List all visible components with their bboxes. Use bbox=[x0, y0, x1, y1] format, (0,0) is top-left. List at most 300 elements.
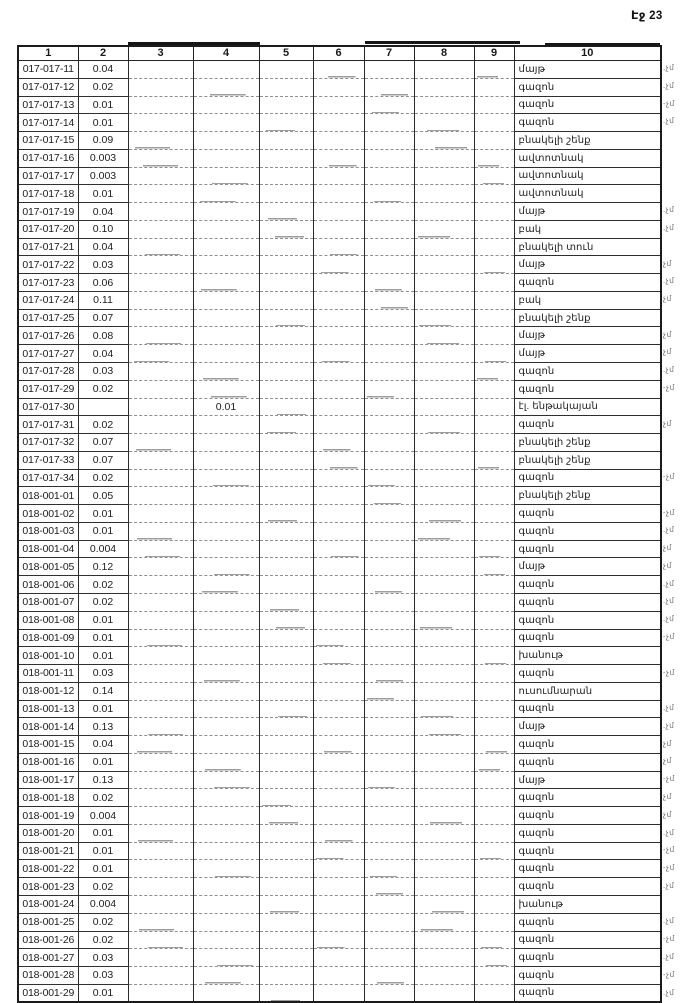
cell-col9 bbox=[474, 149, 514, 167]
cell-land-use-label: մայթ bbox=[514, 61, 661, 79]
cell-land-use-label: գազոն bbox=[514, 505, 661, 523]
cell-col5 bbox=[259, 505, 313, 523]
cell-col3 bbox=[128, 220, 193, 238]
table-row bbox=[18, 185, 661, 203]
cell-col4 bbox=[193, 149, 259, 167]
cell-col6 bbox=[313, 931, 364, 949]
column-header: 3 bbox=[128, 46, 193, 61]
cell-col8 bbox=[414, 132, 474, 150]
cell-col6 bbox=[313, 558, 364, 576]
cell-parcel-code: 018-001-08 bbox=[18, 611, 78, 629]
table-row bbox=[18, 380, 661, 398]
cell-area-value: 0.04 bbox=[78, 61, 128, 79]
cell-col9 bbox=[474, 665, 514, 683]
cell-col9 bbox=[474, 895, 514, 913]
cell-col5 bbox=[259, 576, 313, 594]
cell-col9 bbox=[474, 380, 514, 398]
cell-land-use-label: գազոն bbox=[514, 807, 661, 825]
cell-col7 bbox=[364, 238, 414, 256]
cell-land-use-label: գազոն bbox=[514, 469, 661, 487]
cell-col4 bbox=[193, 967, 259, 985]
table-row bbox=[18, 860, 661, 878]
cell-parcel-code: 018-001-01 bbox=[18, 487, 78, 505]
table-row bbox=[18, 931, 661, 949]
cell-col9 bbox=[474, 309, 514, 327]
cell-col5 bbox=[259, 434, 313, 452]
cell-area-value: 0.004 bbox=[78, 807, 128, 825]
cell-col3 bbox=[128, 736, 193, 754]
cell-col7 bbox=[364, 380, 414, 398]
land-use-table bbox=[17, 45, 662, 1003]
cell-col3 bbox=[128, 185, 193, 203]
table-row bbox=[18, 949, 661, 967]
margin-mark: չմ bbox=[663, 329, 672, 340]
table-row bbox=[18, 220, 661, 238]
margin-mark: .չմ bbox=[663, 951, 675, 962]
margin-mark: -չմ bbox=[663, 471, 675, 482]
margin-mark: .չմ bbox=[663, 524, 675, 535]
margin-mark: .չմ bbox=[663, 987, 675, 997]
column-header: 1 bbox=[18, 46, 78, 61]
cell-land-use-label: գազոն bbox=[514, 78, 661, 96]
cell-col5 bbox=[259, 451, 313, 469]
cell-col9 bbox=[474, 398, 514, 416]
cell-col6 bbox=[313, 967, 364, 985]
cell-col6 bbox=[313, 434, 364, 452]
cell-land-use-label: մայթ bbox=[514, 771, 661, 789]
cell-land-use-label: մայթ bbox=[514, 256, 661, 274]
cell-col3 bbox=[128, 238, 193, 256]
cell-parcel-code: 018-001-24 bbox=[18, 895, 78, 913]
cell-col3 bbox=[128, 380, 193, 398]
cell-col5 bbox=[259, 736, 313, 754]
cell-col6 bbox=[313, 274, 364, 292]
cell-col4 bbox=[193, 309, 259, 327]
cell-col8 bbox=[414, 913, 474, 931]
cell-col8 bbox=[414, 931, 474, 949]
cell-parcel-code: 017-017-29 bbox=[18, 380, 78, 398]
cell-col8 bbox=[414, 451, 474, 469]
cell-col4: 0.01 bbox=[193, 398, 259, 416]
cell-col6 bbox=[313, 753, 364, 771]
cell-col4 bbox=[193, 469, 259, 487]
table-row bbox=[18, 434, 661, 452]
table-body bbox=[18, 61, 661, 1003]
table-row bbox=[18, 451, 661, 469]
cell-parcel-code: 018-001-28 bbox=[18, 967, 78, 985]
cell-col5 bbox=[259, 149, 313, 167]
cell-col4 bbox=[193, 96, 259, 114]
cell-area-value: 0.02 bbox=[78, 913, 128, 931]
margin-mark: .չմ bbox=[663, 702, 675, 713]
cell-col8 bbox=[414, 878, 474, 896]
cell-land-use-label: բնակելի շենք bbox=[514, 434, 661, 452]
cell-col5 bbox=[259, 327, 313, 345]
cell-area-value: 0.02 bbox=[78, 416, 128, 434]
cell-area-value: 0.13 bbox=[78, 771, 128, 789]
cell-land-use-label: գազոն bbox=[514, 842, 661, 860]
cell-col5 bbox=[259, 416, 313, 434]
cell-col6 bbox=[313, 700, 364, 718]
cell-land-use-label: էլ. ենթակայան bbox=[514, 398, 661, 416]
cell-parcel-code: 017-017-11 bbox=[18, 61, 78, 79]
cell-col5 bbox=[259, 309, 313, 327]
cell-col4 bbox=[193, 487, 259, 505]
cell-col9 bbox=[474, 913, 514, 931]
cell-col9 bbox=[474, 114, 514, 132]
table-row bbox=[18, 167, 661, 185]
cell-col5 bbox=[259, 895, 313, 913]
cell-col5 bbox=[259, 256, 313, 274]
cell-col6 bbox=[313, 256, 364, 274]
cell-col3 bbox=[128, 647, 193, 665]
cell-col8 bbox=[414, 345, 474, 363]
cell-land-use-label: գազոն bbox=[514, 753, 661, 771]
cell-col6 bbox=[313, 238, 364, 256]
cell-col3 bbox=[128, 860, 193, 878]
cell-col9 bbox=[474, 967, 514, 985]
cell-col6 bbox=[313, 629, 364, 647]
cell-col7 bbox=[364, 949, 414, 967]
margin-mark: .չմ bbox=[663, 595, 675, 606]
cell-col5 bbox=[259, 913, 313, 931]
cell-land-use-label: գազոն bbox=[514, 860, 661, 878]
margin-mark: .չմ bbox=[663, 115, 675, 126]
cell-area-value: 0.03 bbox=[78, 256, 128, 274]
cell-col6 bbox=[313, 309, 364, 327]
cell-col9 bbox=[474, 860, 514, 878]
margin-mark: .չմ bbox=[663, 364, 675, 375]
cell-col4 bbox=[193, 451, 259, 469]
cell-col3 bbox=[128, 807, 193, 825]
cell-col7 bbox=[364, 682, 414, 700]
cell-col3 bbox=[128, 291, 193, 309]
table-row bbox=[18, 96, 661, 114]
cell-area-value: 0.01 bbox=[78, 522, 128, 540]
cell-col3 bbox=[128, 665, 193, 683]
cell-col9 bbox=[474, 842, 514, 860]
cell-col6 bbox=[313, 807, 364, 825]
cell-col6 bbox=[313, 736, 364, 754]
cell-col5 bbox=[259, 967, 313, 985]
table-row bbox=[18, 505, 661, 523]
cell-land-use-label: գազոն bbox=[514, 736, 661, 754]
cell-area-value: 0.02 bbox=[78, 789, 128, 807]
cell-col3 bbox=[128, 274, 193, 292]
column-header: 4 bbox=[193, 46, 259, 61]
cell-col8 bbox=[414, 114, 474, 132]
cell-col4 bbox=[193, 593, 259, 611]
cell-col6 bbox=[313, 291, 364, 309]
cell-col7 bbox=[364, 78, 414, 96]
cell-col4 bbox=[193, 540, 259, 558]
scan-artifact bbox=[365, 41, 520, 44]
cell-col5 bbox=[259, 593, 313, 611]
cell-col3 bbox=[128, 114, 193, 132]
margin-mark: չմ bbox=[663, 258, 672, 268]
cell-col5 bbox=[259, 132, 313, 150]
cell-col4 bbox=[193, 522, 259, 540]
margin-mark: .չմ bbox=[663, 915, 675, 926]
cell-col7 bbox=[364, 487, 414, 505]
cell-area-value: 0.10 bbox=[78, 220, 128, 238]
cell-area-value: 0.003 bbox=[78, 149, 128, 167]
cell-col5 bbox=[259, 807, 313, 825]
cell-col6 bbox=[313, 984, 364, 1002]
cell-col8 bbox=[414, 149, 474, 167]
cell-land-use-label: գազոն bbox=[514, 96, 661, 114]
cell-area-value: 0.03 bbox=[78, 665, 128, 683]
cell-col5 bbox=[259, 949, 313, 967]
cell-col6 bbox=[313, 505, 364, 523]
cell-col5 bbox=[259, 220, 313, 238]
cell-col4 bbox=[193, 434, 259, 452]
cell-col8 bbox=[414, 593, 474, 611]
cell-col3 bbox=[128, 398, 193, 416]
cell-col7 bbox=[364, 327, 414, 345]
cell-col6 bbox=[313, 771, 364, 789]
cell-col8 bbox=[414, 363, 474, 381]
margin-mark: -չմ bbox=[663, 382, 675, 393]
cell-col3 bbox=[128, 593, 193, 611]
table-row bbox=[18, 363, 661, 381]
cell-col4 bbox=[193, 611, 259, 629]
cell-col4 bbox=[193, 132, 259, 150]
cell-col4 bbox=[193, 913, 259, 931]
cell-col3 bbox=[128, 824, 193, 842]
cell-col7 bbox=[364, 860, 414, 878]
cell-col6 bbox=[313, 61, 364, 79]
table-row bbox=[18, 114, 661, 132]
cell-col8 bbox=[414, 469, 474, 487]
cell-area-value: 0.01 bbox=[78, 860, 128, 878]
page-number-label: Էջ 23 bbox=[631, 10, 663, 22]
cell-col3 bbox=[128, 487, 193, 505]
cell-col8 bbox=[414, 96, 474, 114]
cell-col4 bbox=[193, 203, 259, 221]
cell-col7 bbox=[364, 558, 414, 576]
cell-col7 bbox=[364, 149, 414, 167]
cell-col3 bbox=[128, 842, 193, 860]
cell-col7 bbox=[364, 256, 414, 274]
cell-col9 bbox=[474, 931, 514, 949]
table-row bbox=[18, 984, 661, 1002]
cell-parcel-code: 017-017-21 bbox=[18, 238, 78, 256]
cell-parcel-code: 017-017-25 bbox=[18, 309, 78, 327]
cell-col8 bbox=[414, 238, 474, 256]
cell-col5 bbox=[259, 61, 313, 79]
cell-col8 bbox=[414, 327, 474, 345]
cell-col4 bbox=[193, 629, 259, 647]
table-row bbox=[18, 895, 661, 913]
cell-area-value: 0.01 bbox=[78, 647, 128, 665]
table-row bbox=[18, 878, 661, 896]
cell-col9 bbox=[474, 700, 514, 718]
table-row bbox=[18, 647, 661, 665]
cell-area-value: 0.07 bbox=[78, 451, 128, 469]
cell-col7 bbox=[364, 345, 414, 363]
margin-mark: -չմ bbox=[663, 98, 675, 108]
cell-col5 bbox=[259, 771, 313, 789]
cell-col6 bbox=[313, 789, 364, 807]
cell-col9 bbox=[474, 718, 514, 736]
cell-col3 bbox=[128, 363, 193, 381]
cell-parcel-code: 018-001-19 bbox=[18, 807, 78, 825]
cell-land-use-label: գազոն bbox=[514, 700, 661, 718]
cell-land-use-label: խանութ bbox=[514, 647, 661, 665]
cell-col4 bbox=[193, 718, 259, 736]
cell-col4 bbox=[193, 256, 259, 274]
cell-col9 bbox=[474, 771, 514, 789]
margin-mark: .չմ bbox=[663, 80, 675, 91]
cell-col9 bbox=[474, 593, 514, 611]
table-row bbox=[18, 700, 661, 718]
cell-col6 bbox=[313, 522, 364, 540]
cell-col4 bbox=[193, 576, 259, 594]
table-row bbox=[18, 416, 661, 434]
cell-col5 bbox=[259, 629, 313, 647]
cell-land-use-label: գազոն bbox=[514, 967, 661, 985]
cell-col3 bbox=[128, 967, 193, 985]
cell-area-value: 0.04 bbox=[78, 238, 128, 256]
cell-col8 bbox=[414, 967, 474, 985]
cell-col8 bbox=[414, 789, 474, 807]
cell-col7 bbox=[364, 132, 414, 150]
cell-parcel-code: 018-001-02 bbox=[18, 505, 78, 523]
cell-parcel-code: 018-001-07 bbox=[18, 593, 78, 611]
table-row bbox=[18, 629, 661, 647]
cell-col6 bbox=[313, 913, 364, 931]
cell-parcel-code: 017-017-32 bbox=[18, 434, 78, 452]
table-row bbox=[18, 149, 661, 167]
cell-area-value: 0.02 bbox=[78, 78, 128, 96]
cell-col9 bbox=[474, 78, 514, 96]
margin-mark: .չմ bbox=[663, 827, 675, 837]
table-row bbox=[18, 309, 661, 327]
table-row bbox=[18, 753, 661, 771]
cell-col3 bbox=[128, 611, 193, 629]
cell-area-value: 0.03 bbox=[78, 363, 128, 381]
cell-area-value: 0.01 bbox=[78, 700, 128, 718]
table-row bbox=[18, 771, 661, 789]
table-row bbox=[18, 824, 661, 842]
cell-land-use-label: բնակելի շենք bbox=[514, 309, 661, 327]
cell-col5 bbox=[259, 540, 313, 558]
cell-col8 bbox=[414, 256, 474, 274]
cell-col7 bbox=[364, 878, 414, 896]
cell-col8 bbox=[414, 665, 474, 683]
margin-mark: .չմ bbox=[663, 222, 675, 233]
cell-parcel-code: 018-001-18 bbox=[18, 789, 78, 807]
margin-mark: .չմ bbox=[663, 62, 675, 73]
cell-col5 bbox=[259, 487, 313, 505]
cell-col4 bbox=[193, 78, 259, 96]
cell-col9 bbox=[474, 949, 514, 967]
cell-col7 bbox=[364, 416, 414, 434]
cell-land-use-label: մայթ bbox=[514, 345, 661, 363]
cell-col8 bbox=[414, 540, 474, 558]
cell-col5 bbox=[259, 558, 313, 576]
cell-col7 bbox=[364, 114, 414, 132]
margin-mark: -չմ bbox=[663, 631, 675, 642]
cell-col3 bbox=[128, 469, 193, 487]
cell-parcel-code: 018-001-25 bbox=[18, 913, 78, 931]
cell-col4 bbox=[193, 291, 259, 309]
margin-mark: -չմ bbox=[663, 969, 675, 980]
cell-col3 bbox=[128, 132, 193, 150]
cell-col4 bbox=[193, 665, 259, 683]
cell-parcel-code: 018-001-16 bbox=[18, 753, 78, 771]
cell-col7 bbox=[364, 700, 414, 718]
margin-mark: -չմ bbox=[663, 933, 675, 944]
cell-area-value: 0.01 bbox=[78, 611, 128, 629]
cell-col5 bbox=[259, 824, 313, 842]
cell-area-value: 0.01 bbox=[78, 842, 128, 860]
cell-land-use-label: մայթ bbox=[514, 203, 661, 221]
cell-col5 bbox=[259, 647, 313, 665]
cell-col5 bbox=[259, 931, 313, 949]
cell-col7 bbox=[364, 363, 414, 381]
cell-land-use-label: գազոն bbox=[514, 363, 661, 381]
cell-col7 bbox=[364, 807, 414, 825]
cell-col7 bbox=[364, 185, 414, 203]
cell-col5 bbox=[259, 611, 313, 629]
cell-land-use-label: գազոն bbox=[514, 913, 661, 931]
cell-col3 bbox=[128, 345, 193, 363]
cell-col4 bbox=[193, 700, 259, 718]
cell-col8 bbox=[414, 291, 474, 309]
cell-area-value: 0.03 bbox=[78, 949, 128, 967]
cell-col4 bbox=[193, 807, 259, 825]
table-row bbox=[18, 789, 661, 807]
margin-mark: -չմ bbox=[663, 507, 675, 517]
cell-parcel-code: 017-017-27 bbox=[18, 345, 78, 363]
cell-col9 bbox=[474, 345, 514, 363]
cell-land-use-label: գազոն bbox=[514, 380, 661, 398]
cell-parcel-code: 017-017-28 bbox=[18, 363, 78, 381]
cell-col6 bbox=[313, 665, 364, 683]
column-header: 8 bbox=[414, 46, 474, 61]
cell-col6 bbox=[313, 593, 364, 611]
cell-area-value: 0.04 bbox=[78, 736, 128, 754]
cell-col5 bbox=[259, 878, 313, 896]
cell-land-use-label: գազոն bbox=[514, 878, 661, 896]
table-row bbox=[18, 274, 661, 292]
table-row bbox=[18, 807, 661, 825]
cell-col8 bbox=[414, 380, 474, 398]
cell-col5 bbox=[259, 114, 313, 132]
cell-col7 bbox=[364, 167, 414, 185]
cell-area-value: 0.01 bbox=[78, 984, 128, 1002]
cell-col4 bbox=[193, 345, 259, 363]
cell-col6 bbox=[313, 949, 364, 967]
cell-parcel-code: 017-017-14 bbox=[18, 114, 78, 132]
cell-area-value: 0.11 bbox=[78, 291, 128, 309]
table-row bbox=[18, 593, 661, 611]
cell-col4 bbox=[193, 363, 259, 381]
cell-col8 bbox=[414, 824, 474, 842]
cell-parcel-code: 017-017-15 bbox=[18, 132, 78, 150]
cell-col6 bbox=[313, 842, 364, 860]
cell-col8 bbox=[414, 487, 474, 505]
cell-col4 bbox=[193, 220, 259, 238]
cell-col7 bbox=[364, 540, 414, 558]
cell-col9 bbox=[474, 753, 514, 771]
margin-mark: .չմ bbox=[663, 613, 675, 624]
margin-mark: -չմ bbox=[663, 773, 675, 784]
table-row bbox=[18, 487, 661, 505]
margin-marks-column bbox=[663, 0, 695, 1003]
